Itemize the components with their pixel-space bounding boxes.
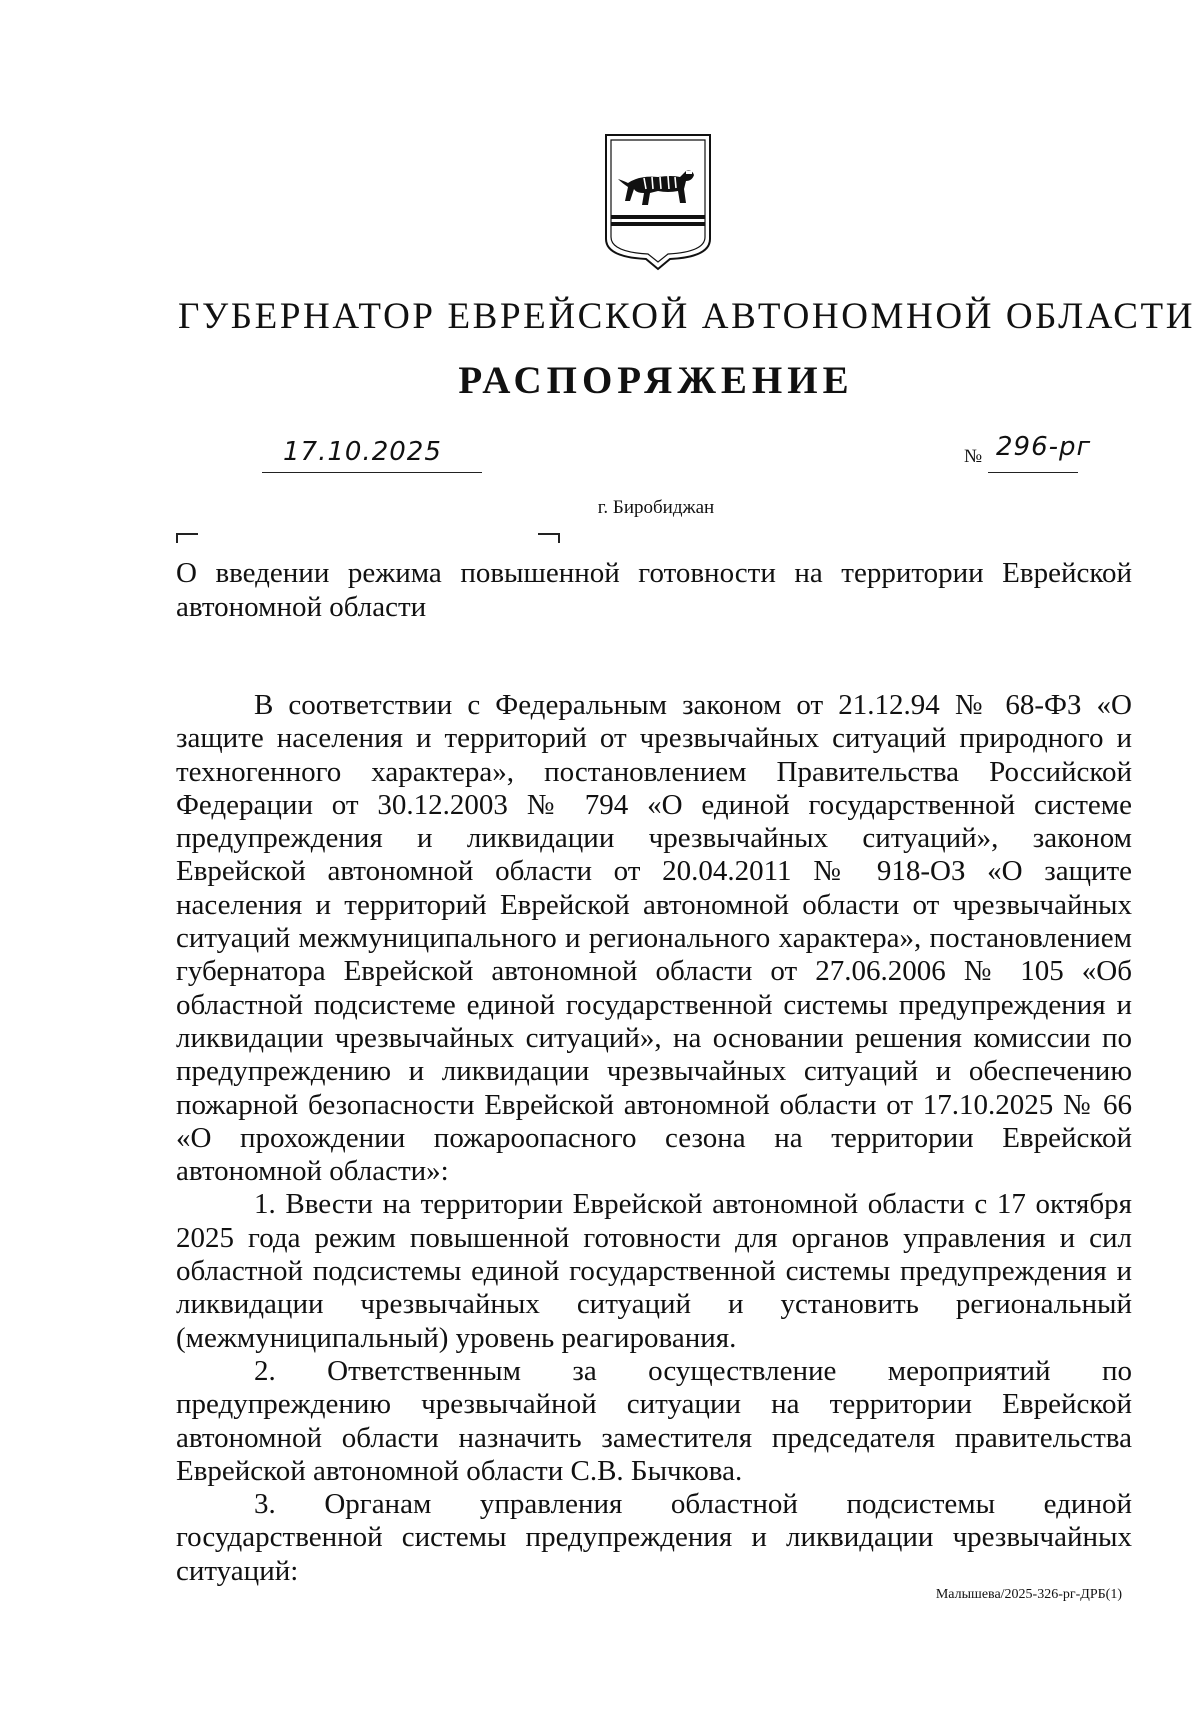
authority-title: ГУБЕРНАТОР ЕВРЕЙСКОЙ АВТОНОМНОЙ ОБЛАСТИ: [178, 296, 1196, 337]
document-number: 296-рг: [996, 432, 1092, 462]
date-underline: [262, 472, 482, 473]
document-type-heading: РАСПОРЯЖЕНИЕ: [458, 359, 854, 402]
subject-line-1: О введении режима повышенной готовности на территории Еврейской: [176, 557, 1132, 589]
document-date: 17.10.2025: [283, 437, 442, 467]
item-3-paragraph: 3. Органам управления областной подсистемы единой государственной системы предупреждения и ликвидации чрезвычайных ситуаций:: [176, 1488, 1132, 1587]
number-underline: [988, 472, 1078, 473]
coat-of-arms-emblem: [600, 131, 716, 271]
footer-reference-code: Малышева/2025-326-рг-ДРБ(1): [935, 1587, 1122, 1602]
number-label: №: [964, 446, 983, 467]
subject-bracket-left: [176, 533, 198, 543]
subject-line-2: автономной области: [176, 591, 427, 623]
item-2-paragraph: 2. Ответственным за осуществление мероприятий по предупреждению чрезвычайной ситуации на территории Еврейской автономной области назначить заместителя председателя правительства Еврейской автономной области С.В. Бычкова.: [176, 1354, 1132, 1487]
item-1-paragraph: 1. Ввести на территории Еврейской автономной области с 17 октября 2025 года режим повышенной готовности для органов управления и сил областной подсистемы единой государственной системы предупреждения и ликвидации чрезвычайных ситуаций и установить региональный (межмуниципальный) уровень реагирования.: [176, 1188, 1132, 1354]
preamble-paragraph: В соответствии с Федеральным законом от 21.12.94 № 68-ФЗ «О защите населения и территорий от чрезвычайных ситуаций природного и техногенного характера», постановлением Правительства Российской Федерации от 30.12.2003 № 794 «О единой государственной системе предупреждения и ликвидации чрезвычайных ситуаций», законом Еврейской автономной области от 20.04.2011 № 918-ОЗ «О защите населения и территорий Еврейской автономной области от чрезвычайных ситуаций межмуниципального и регионального характера», постановлением губернатора Еврейской автономной области от 27.06.2006 № 105 «Об областной подсистеме единой государственной системы предупреждения и ликвидации чрезвычайных ситуаций», на основании решения комиссии по предупреждению и ликвидации чрезвычайных ситуаций и обеспечению пожарной безопасности Еврейской автономной области от 17.10.2025 № 66 «О прохождении пожароопасного сезона на территории Еврейской автономной области»:: [176, 689, 1132, 1188]
tiger-icon: [618, 171, 694, 206]
city-line: г. Биробиджан: [597, 497, 715, 518]
document-body: [176, 689, 1132, 1588]
subject-bracket-right: [538, 533, 560, 543]
